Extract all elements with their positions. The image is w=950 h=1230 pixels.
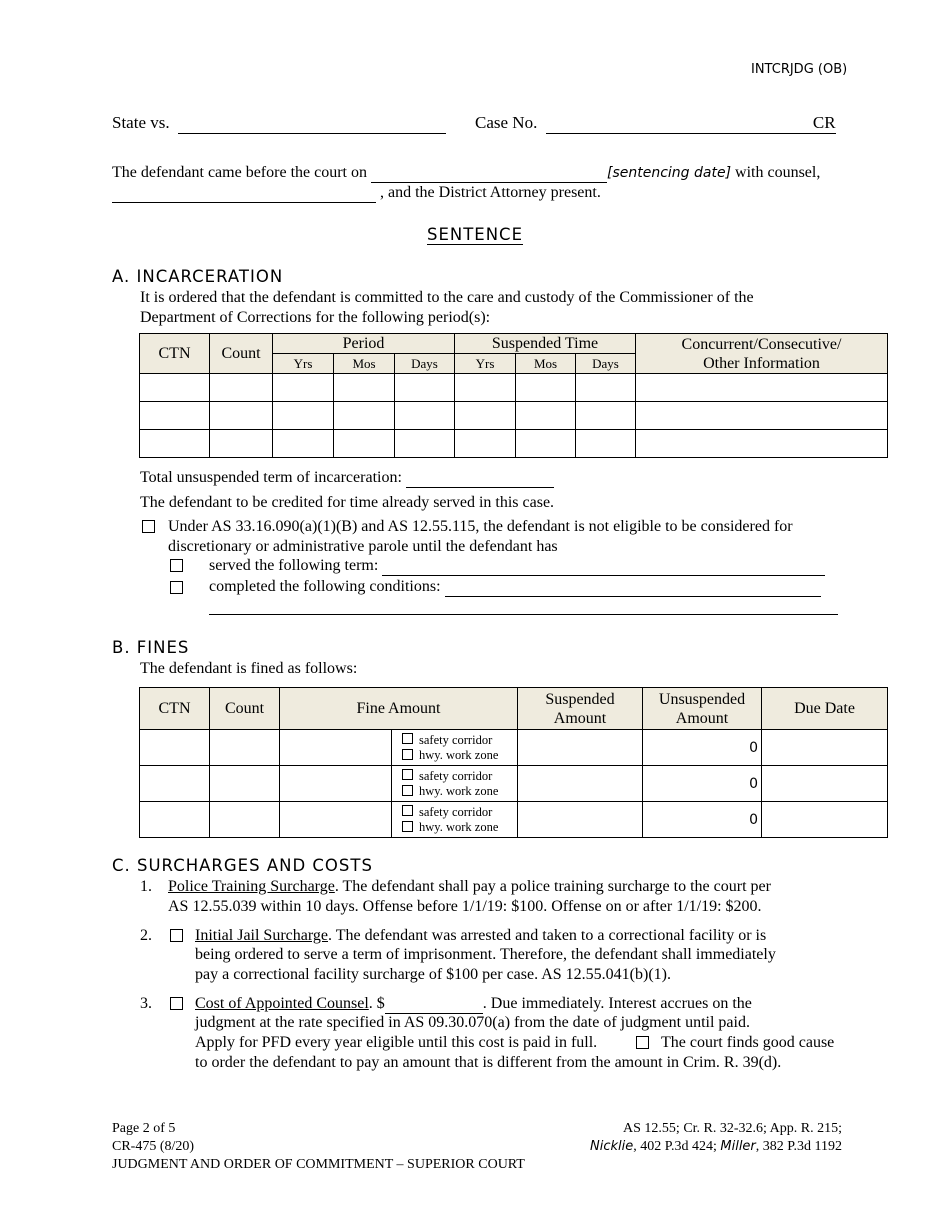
footer-right [590,1120,842,1156]
item1-line-2: AS 12.55.039 within 10 days. Offense before 1/1/19: $100. Offense on or after 1/1/19: $200. [168,898,762,915]
section-a-heading: A. INCARCERATION [112,267,284,286]
cell[interactable] [273,402,334,430]
cell[interactable] [210,402,273,430]
cell[interactable] [455,374,516,402]
cell[interactable] [395,430,455,458]
safety-corridor-checkbox[interactable] [402,805,413,816]
appointed-counsel-amount-field[interactable] [385,995,483,1014]
cell[interactable] [334,374,395,402]
appearance-line2-text: , and the District Attorney present. [380,184,601,201]
unsuspended-line-2: Amount [675,709,729,727]
unsuspended-line-1: Unsuspended [658,690,746,708]
credit-text: The defendant to be credited for time already served in this case. [140,494,555,511]
safety-corridor-checkbox[interactable] [402,733,413,744]
cell[interactable] [636,430,888,458]
item2-num: 2. [140,927,152,944]
table-row [140,730,888,766]
cell[interactable] [395,374,455,402]
item3-line-1 [195,995,752,1014]
cell[interactable] [334,430,395,458]
table-row [140,802,888,838]
case-no-row [475,113,836,134]
cell[interactable] [455,430,516,458]
cell[interactable] [518,766,643,802]
state-vs-label: State vs. [112,113,170,132]
cell[interactable] [210,802,280,838]
table-row [140,374,888,402]
completed-conditions-field[interactable] [445,578,821,597]
cell[interactable] [395,402,455,430]
cell[interactable] [762,730,888,766]
counsel-field[interactable] [112,184,376,203]
cell[interactable] [210,766,280,802]
hwy-work-zone-label: hwy. work zone [419,783,499,798]
cell[interactable] [273,374,334,402]
cell[interactable] [273,430,334,458]
cell[interactable] [280,730,392,766]
other-info-line-2: Other Information [703,354,820,372]
fines-col-due-date: Due Date [762,688,888,730]
cell[interactable] [280,802,392,838]
section-a-intro-2: Department of Corrections for the following period(s): [140,309,491,326]
item2-line-1 [195,927,766,945]
cell[interactable] [140,430,210,458]
cell[interactable] [140,402,210,430]
safety-corridor-label: safety corridor [419,804,493,819]
good-cause-text: The court finds good cause [661,1034,835,1051]
completed-conditions-label: completed the following conditions: [209,578,441,595]
cell[interactable] [762,802,888,838]
parole-text-1: Under AS 33.16.090(a)(1)(B) and AS 12.55.115, the defendant is not eligible to be considered for [168,518,793,535]
item3-line-3 [195,1034,597,1052]
appearance-text: The defendant came before the court on [112,164,367,181]
footer-title: JUDGMENT AND ORDER OF COMMITMENT – SUPERIOR COURT [112,1157,525,1172]
item3-title: Cost of Appointed Counsel [195,995,369,1012]
cite-nicklie-ref: , 402 P.3d 424; [633,1139,721,1154]
item1-text: . The defendant shall pay a police training surcharge to the court per [334,878,771,895]
served-term-field[interactable] [382,557,825,576]
col-suspended-time: Suspended Time [455,334,636,354]
fines-col-suspended [518,688,643,730]
item2-title: Initial Jail Surcharge [195,927,328,944]
footer-cite-2 [590,1138,842,1156]
item3-line-4: to order the defendant to pay an amount that is different from the amount in Crim. R. 39(d). [195,1054,782,1071]
cell[interactable] [210,374,273,402]
section-b-heading: B. FINES [112,638,190,657]
conditions-extra-line[interactable] [209,614,838,615]
zone-options [392,802,518,838]
hwy-work-zone-checkbox[interactable] [402,785,413,796]
section-c-heading: C. SURCHARGES AND COSTS [112,856,373,875]
zone-options [392,766,518,802]
cite-nicklie: Nicklie [590,1139,634,1154]
item2-checkbox[interactable] [170,929,183,942]
parole-text-2: discretionary or administrative parole until the defendant has [168,538,558,555]
suspended-line-1: Suspended [545,690,615,708]
cell[interactable] [210,430,273,458]
served-term-label: served the following term: [209,557,379,574]
cell[interactable] [516,374,576,402]
parole-checkbox[interactable] [142,520,155,533]
case-no-field[interactable] [546,113,836,134]
col-ctn: CTN [140,334,210,374]
item1-title: Police Training Surcharge [168,878,335,895]
table-row [140,766,888,802]
unsuspended-amount[interactable]: 0 [643,766,762,802]
total-term-label: Total unsuspended term of incarceration: [140,469,402,486]
appearance-text-end: with counsel, [735,164,821,181]
good-cause-checkbox[interactable] [636,1036,649,1049]
col-period: Period [273,334,455,354]
cell[interactable] [516,402,576,430]
col-susp-yrs: Yrs [455,354,516,374]
cell[interactable] [762,766,888,802]
state-vs-row [112,113,446,134]
item3-num: 3. [140,995,152,1012]
fines-col-ctn: CTN [140,688,210,730]
hwy-work-zone-checkbox[interactable] [402,749,413,760]
safety-corridor-checkbox[interactable] [402,769,413,780]
fines-col-fine-amount: Fine Amount [280,688,518,730]
safety-corridor-label: safety corridor [419,732,493,747]
other-info-line-1: Concurrent/Consecutive/ [681,335,842,353]
fines-col-unsuspended [643,688,762,730]
unsuspended-amount[interactable]: 0 [643,730,762,766]
item2-line-2: being ordered to serve a term of imprisonment. Therefore, the defendant shall immediately [195,946,776,963]
completed-conditions-row [209,578,839,597]
item3-text: . Due immediately. Interest accrues on the [482,995,752,1012]
cell[interactable] [140,766,210,802]
hwy-work-zone-checkbox[interactable] [402,821,413,832]
col-other-info [636,334,888,374]
cell[interactable] [280,766,392,802]
cell[interactable] [636,402,888,430]
col-susp-days: Days [576,354,636,374]
col-susp-mos: Mos [516,354,576,374]
cell[interactable] [518,802,643,838]
cell[interactable] [576,430,636,458]
zone-options [392,730,518,766]
sentencing-date-hint: [sentencing date] [606,165,732,181]
served-term-row [209,557,839,576]
cell[interactable] [518,730,643,766]
item2-text: . The defendant was arrested and taken to a correctional facility or is [328,927,767,944]
section-a-intro-1: It is ordered that the defendant is committed to the care and custody of the Commissioner of the [140,289,754,306]
col-period-mos: Mos [334,354,395,374]
cell[interactable] [210,730,280,766]
section-b-intro: The defendant is fined as follows: [140,660,358,677]
cite-miller: Miller [720,1139,756,1154]
cell[interactable] [576,374,636,402]
item3-checkbox[interactable] [170,997,183,1010]
unsuspended-amount[interactable]: 0 [643,802,762,838]
cell[interactable] [516,430,576,458]
item3-line-2: judgment at the rate specified in AS 09.30.070(a) from the date of judgment until paid. [195,1014,750,1031]
total-term-row [140,469,554,488]
item3-dollar: . $ [368,995,385,1012]
footer-page: Page 2 of 5 [112,1121,176,1136]
hwy-work-zone-label: hwy. work zone [419,747,499,762]
col-period-days: Days [395,354,455,374]
fines-table [139,687,888,838]
safety-corridor-label: safety corridor [419,768,493,783]
cell[interactable] [140,730,210,766]
served-term-checkbox[interactable] [170,559,183,572]
appearance-line-2 [112,184,601,203]
sentencing-date-field[interactable] [371,164,607,183]
sentence-title-wrap [0,225,950,244]
appearance-line-1 [112,164,852,183]
cell[interactable] [334,402,395,430]
table-row [140,402,888,430]
cell[interactable] [636,374,888,402]
sentence-title: SENTENCE [426,225,524,244]
col-period-yrs: Yrs [273,354,334,374]
hwy-work-zone-label: hwy. work zone [419,819,499,834]
suspended-line-2: Amount [553,709,607,727]
footer-form: CR-475 (8/20) [112,1139,195,1154]
completed-conditions-checkbox[interactable] [170,581,183,594]
total-term-field[interactable] [406,469,554,488]
item1-num: 1. [140,878,152,895]
fines-col-count: Count [210,688,280,730]
item1-line-1 [168,878,771,896]
state-vs-field[interactable] [178,113,446,134]
cite-miller-ref: , 382 P.3d 1192 [755,1139,842,1154]
cell[interactable] [576,402,636,430]
item3-text3: Apply for PFD every year eligible until this cost is paid in full. [195,1034,598,1051]
table-row [140,430,888,458]
footer-cite-1: AS 12.55; Cr. R. 32-32.6; App. R. 215; [623,1121,842,1136]
incarceration-table [139,333,888,458]
footer-left [112,1120,525,1174]
cell[interactable] [140,802,210,838]
item2-line-3: pay a correctional facility surcharge of $100 per case. AS 12.55.041(b)(1). [195,966,671,983]
col-count: Count [210,334,273,374]
cell[interactable] [455,402,516,430]
form-code: INTCRJDG (OB) [751,62,848,77]
case-suffix: CR [812,113,836,132]
cell[interactable] [140,374,210,402]
case-no-label: Case No. [475,113,538,132]
